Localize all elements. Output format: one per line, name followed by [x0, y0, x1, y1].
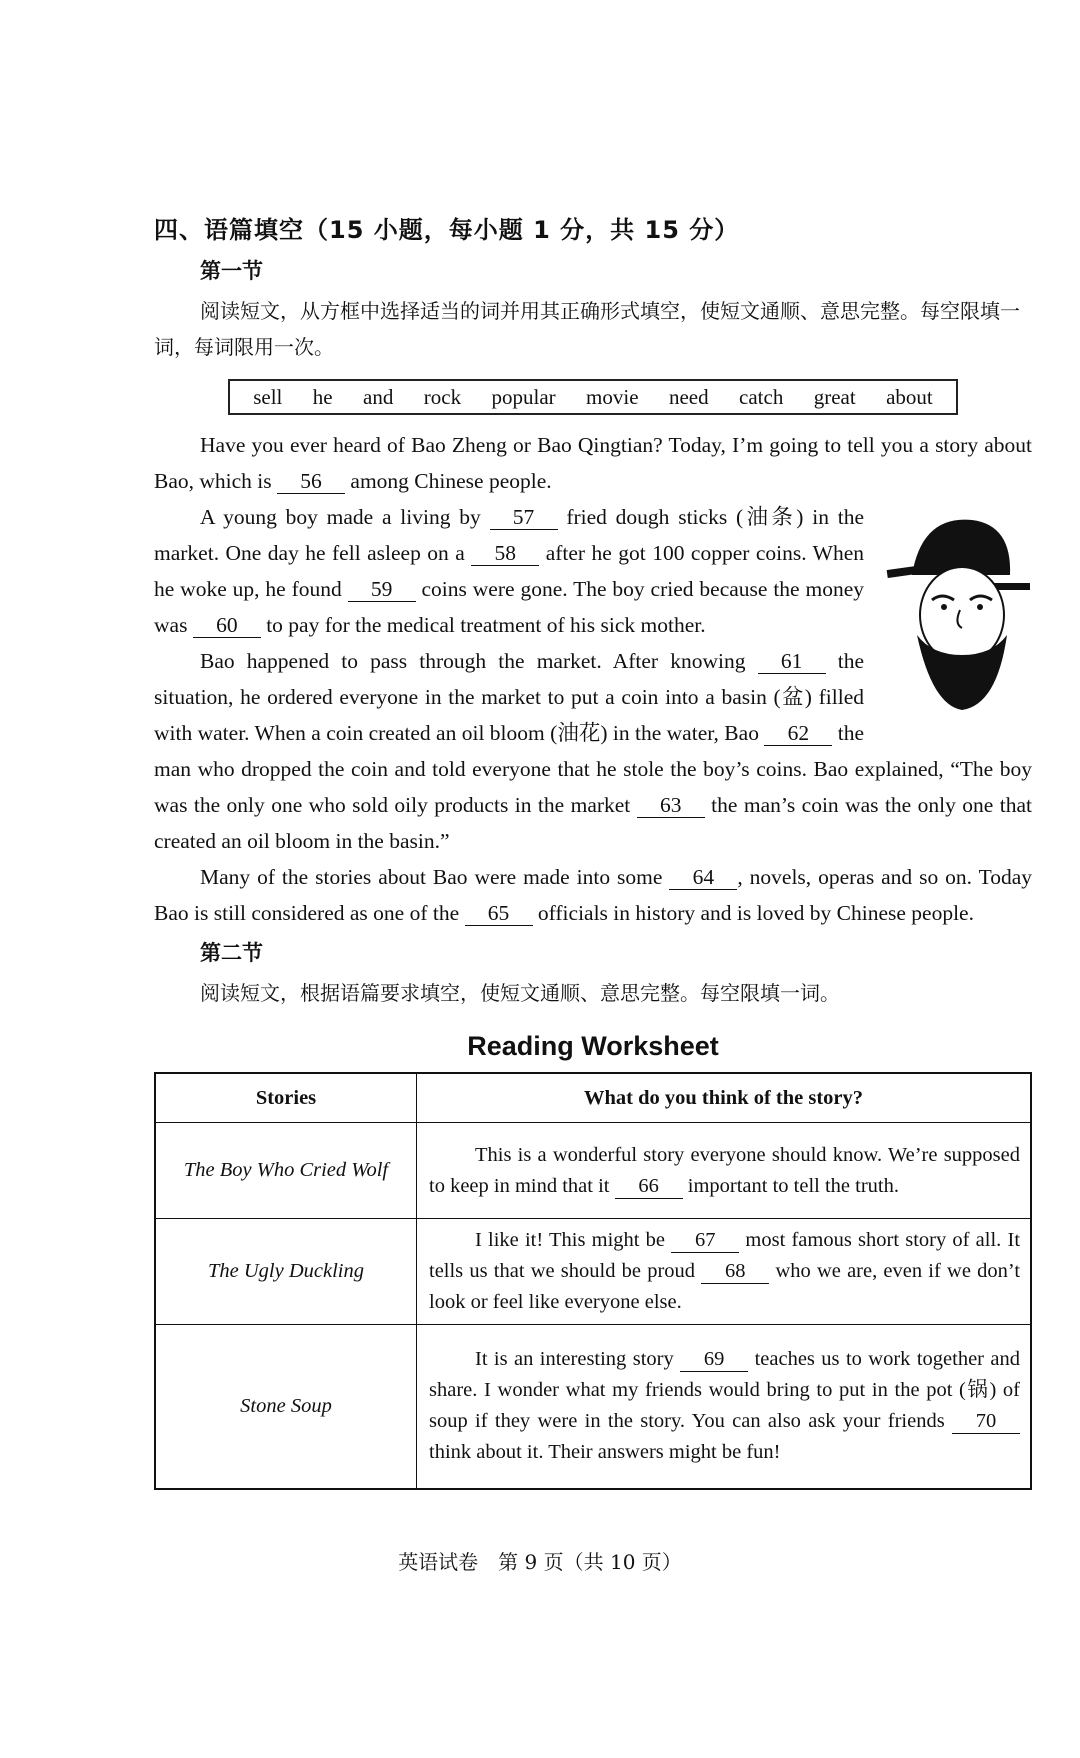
blank-58[interactable]: 58	[471, 541, 539, 566]
word-bank-item: sell	[253, 384, 283, 409]
part1-instruction: 阅读短文，从方框中选择适当的词并用其正确形式填空，使短文通顺、意思完整。每空限填一词，每词限用一次。	[154, 299, 1020, 359]
table-header-row	[155, 1073, 1031, 1123]
page-footer: 英语试卷 第 9 页（共 10 页）	[398, 1550, 682, 1574]
table-row	[155, 1123, 1031, 1219]
section-title: 四、语篇填空（15 小题，每小题 1 分，共 15 分）	[154, 216, 740, 244]
exam-page	[154, 210, 1032, 1490]
story-opinion: It is an interesting story 69 teaches us to work together and share. I wonder what my friends would bring to put in the pot (锅) of soup if they were in the story. You can also ask your friends 70 think about it. Their answers might be fun!	[417, 1325, 1032, 1489]
word-bank-item: rock	[423, 384, 462, 409]
bao-zheng-portrait-illustration	[882, 505, 1032, 715]
part2-instruction: 阅读短文，根据语篇要求填空，使短文通顺、意思完整。每空限填一词。	[200, 981, 840, 1005]
story-title: Stone Soup	[155, 1325, 417, 1489]
story-opinion: This is a wonderful story everyone should know. We’re supposed to keep in mind that it 66 important to tell the truth.	[417, 1123, 1032, 1219]
word-bank-item: need	[668, 384, 709, 409]
blank-57[interactable]: 57	[490, 505, 558, 530]
worksheet-title: Reading Worksheet	[467, 1031, 719, 1061]
blank-56[interactable]: 56	[277, 469, 345, 494]
word-bank-item: and	[363, 384, 394, 409]
passage-paragraph-4: Many of the stories about Bao were made into some 64 , novels, operas and so on. Today Bao is still considered as one of the 65 officials in history and is loved by Chinese people.	[154, 865, 1032, 925]
table-row	[155, 1219, 1031, 1325]
word-bank-item: great	[813, 384, 856, 409]
column-header-think: What do you think of the story?	[417, 1073, 1032, 1123]
blank-68[interactable]: 68	[701, 1259, 769, 1284]
story-opinion: I like it! This might be 67 most famous short story of all. It tells us that we should be proud 68 who we are, even if we don’t look or feel like everyone else.	[417, 1219, 1032, 1325]
blank-66[interactable]: 66	[615, 1174, 683, 1199]
blank-65[interactable]: 65	[465, 901, 533, 926]
passage-paragraph-2: A young boy made a living by 57 fried dough sticks (油条) in the market. One day he fell asleep on a 58 after he got 100 copper coins. When he woke up, he found 59 coins were gone. The boy cried because the money was 60 to pay for the medical treatment of his sick mother.	[154, 505, 865, 637]
word-bank-item: popular	[491, 384, 556, 409]
story-title: The Ugly Duckling	[155, 1219, 417, 1325]
part2-heading: 第二节	[200, 941, 263, 965]
word-bank-item: catch	[739, 384, 784, 409]
passage-paragraph-1: Have you ever heard of Bao Zheng or Bao Qingtian? Today, I’m going to tell you a story about Bao, which is 56 among Chinese people.	[154, 433, 1032, 493]
blank-59[interactable]: 59	[348, 577, 416, 602]
blank-69[interactable]: 69	[680, 1347, 748, 1372]
table-row	[155, 1325, 1031, 1489]
blank-63[interactable]: 63	[637, 793, 705, 818]
blank-62[interactable]: 62	[764, 721, 832, 746]
word-bank-item: movie	[586, 384, 639, 409]
passage-paragraph-3: Bao happened to pass through the market. After knowing 61 the situation, he ordered everyone in the market to put a coin into a basin (盆) filled with water. When a coin created an oil bloom (油花) in the water, Bao 62 the man who dropped the coin and told everyone that he stole the boy’s coins. Bao explained, “The boy was the only one who sold oily products in the market 63 the man’s coin was the only one that created an oil bloom in the basin.”	[154, 649, 1033, 853]
blank-60[interactable]: 60	[193, 613, 261, 638]
word-bank-item: he	[312, 384, 333, 409]
blank-64[interactable]: 64	[669, 865, 737, 890]
blank-67[interactable]: 67	[671, 1228, 739, 1253]
reading-worksheet-table	[154, 1072, 1032, 1490]
blank-61[interactable]: 61	[758, 649, 826, 674]
word-bank	[228, 379, 958, 415]
column-header-stories: Stories	[155, 1073, 417, 1123]
word-bank-item: about	[886, 384, 933, 409]
story-title: The Boy Who Cried Wolf	[155, 1123, 417, 1219]
blank-70[interactable]: 70	[952, 1409, 1020, 1434]
part1-heading: 第一节	[200, 259, 263, 283]
